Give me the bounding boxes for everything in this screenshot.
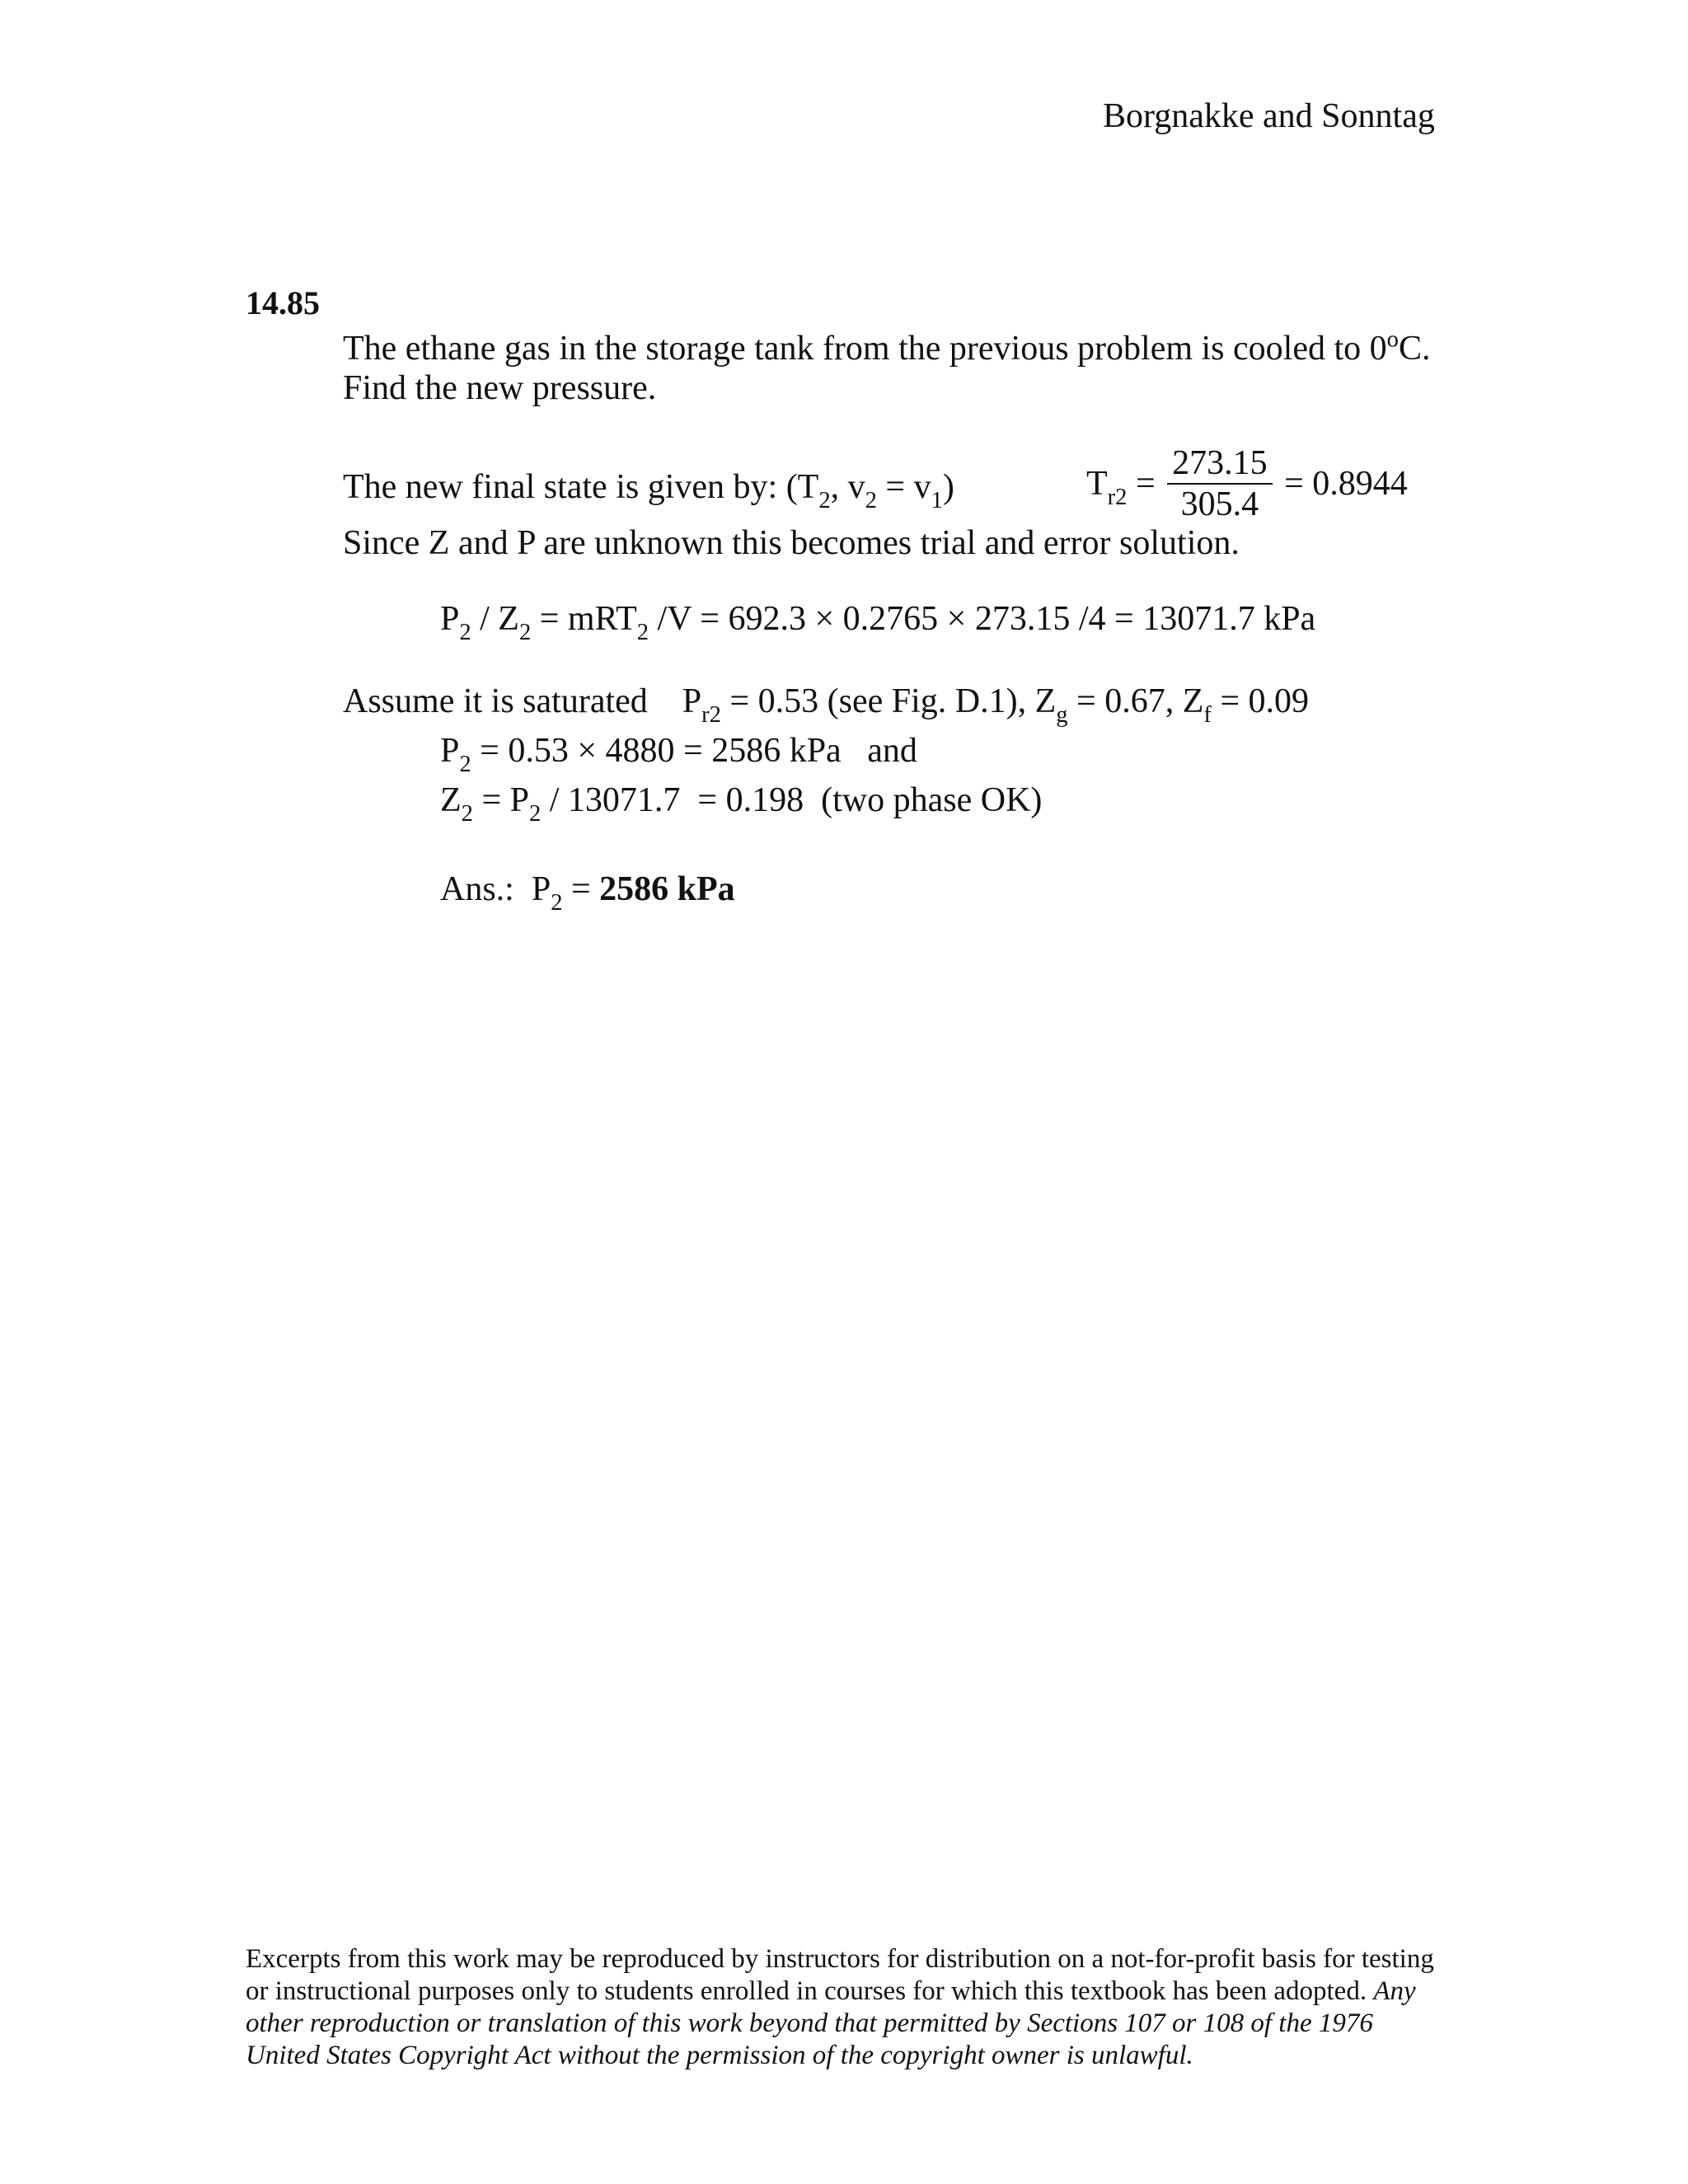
reduced-temperature-equation: $T_{r2}$ = $\frac{273.15}{305.4}$ = 0.8944 bbox=[1086, 444, 1408, 523]
z2-calculation: $Z_2 = P_2 / 13071.7 = 0.198$ (two phase OK) bbox=[440, 781, 1043, 827]
final-answer: Ans.: $P_2 = 2586$ kPa bbox=[440, 870, 735, 916]
footer-plain-text: Excerpts from this work may be reproduced by instructors for distribution on a not-for-profit basis for testing or instructional purposes only to students enrolled in courses for which this textbook has been adopted. bbox=[246, 1944, 1434, 2006]
problem-statement-line2: Find the new pressure. bbox=[343, 369, 657, 407]
p-over-z-equation: $P_2 / Z_2 = mRT_2$ /V = 692.3 × 0.2765 × 273.15 /4 = 13071.7 kPa bbox=[440, 600, 1316, 645]
fraction-denominator: 305.4 bbox=[1180, 485, 1259, 523]
copyright-footer bbox=[246, 1943, 1441, 2072]
p2-calculation: $P_2 = 0.53 \times 4880 = 2586$ kPa and bbox=[440, 732, 917, 777]
reduced-temperature-result: = 0.8944 bbox=[1284, 465, 1408, 503]
header-authors: Borgnakke and Sonntag bbox=[1103, 97, 1435, 135]
saturation-assumption: Assume it is saturated $P_{r2} = 0.53$ (see Fig. D.1), $Z_g = 0.67$, $Z_f = 0.09$ bbox=[343, 682, 1310, 728]
problem-number: 14.85 bbox=[246, 284, 320, 321]
temperature-fraction bbox=[1167, 445, 1273, 523]
footer-italic-text: Any other reproduction or translation of this work beyond that permitted by Sections 107 or 108 of the 1976 United States Copyright Act without the permission of the copyright owner is unlawful. bbox=[246, 1976, 1416, 2070]
answer-value: 2586 kPa bbox=[599, 870, 735, 908]
state-definition: The new final state is given by: ($T_2$, $v_2 = v_1$) bbox=[343, 468, 954, 513]
running-header bbox=[1103, 96, 1435, 137]
problem-statement-line1: The ethane gas in the storage tank from the previous problem is cooled to 0$^o$C. bbox=[343, 326, 1431, 368]
fraction-numerator: 273.15 bbox=[1167, 445, 1273, 485]
trial-and-error-note: Since Z and P are unknown this becomes trial and error solution. bbox=[343, 524, 1240, 562]
